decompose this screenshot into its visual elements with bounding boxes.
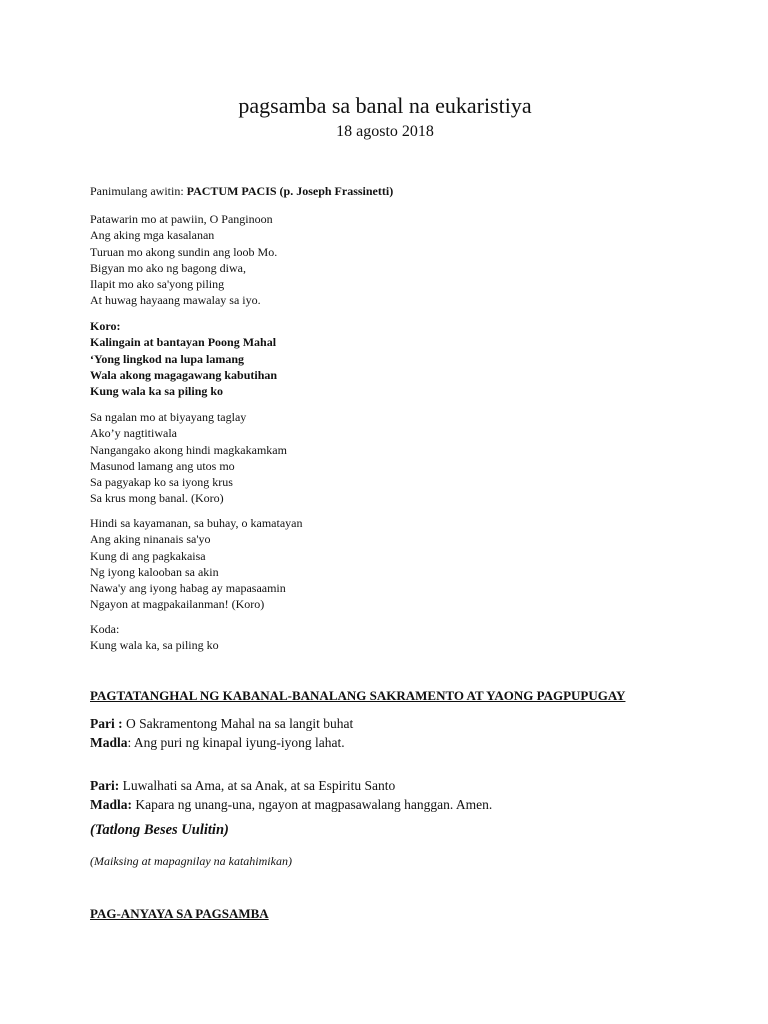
- pari-text: O Sakramentong Mahal na sa langit buhat: [126, 716, 354, 731]
- verse-line: Hindi sa kayamanan, sa buhay, o kamatayan: [90, 516, 303, 530]
- song-verse-2: [90, 409, 690, 507]
- page-date: 18 agosto 2018: [336, 123, 434, 140]
- verse-line: Bigyan mo ako ng bagong diwa,: [90, 260, 246, 275]
- verse-line: Patawarin mo at pawiin, O Panginoon: [90, 212, 273, 226]
- chorus-line: Kung wala ka sa piling ko: [90, 384, 224, 399]
- verse-line: Ilapit mo ako sa'yong piling: [90, 277, 225, 292]
- exchange-2: [90, 776, 690, 814]
- exchange-1: [90, 714, 690, 752]
- song-intro-line: [90, 183, 690, 199]
- chorus-label: Koro:: [90, 319, 121, 333]
- song-chorus: [90, 318, 690, 399]
- verse-line: Nangangako akong hindi magkakamkam: [90, 442, 287, 457]
- madla-line: [90, 733, 690, 752]
- repeat-note: (Tatlong Beses Uulitin): [90, 822, 229, 838]
- verse-line: Masunod lamang ang utos mo: [90, 458, 235, 473]
- verse-line: Ng iyong kalooban sa akin: [90, 564, 219, 579]
- verse-line: Ngayon at magpakailanman! (Koro): [90, 597, 265, 612]
- madla-line: [90, 795, 690, 814]
- verse-line: Turuan mo akong sundin ang loob Mo.: [90, 244, 278, 259]
- pari-label: Pari:: [90, 778, 123, 793]
- song-coda: [90, 621, 690, 654]
- page-title: pagsamba sa banal na eukaristiya: [238, 93, 532, 118]
- madla-label: Madla: [90, 735, 128, 750]
- verse-line: Ako’y nagtitiwala: [90, 426, 177, 441]
- verse-line: Nawa'y ang iyong habag ay mapasaamin: [90, 581, 286, 596]
- song-title: PACTUM PACIS (p. Joseph Frassinetti): [186, 184, 394, 198]
- madla-text: : Ang puri ng kinapal iyung-iyong lahat.: [127, 735, 345, 750]
- verse-line: Ang aking ninanais sa'yo: [90, 532, 211, 547]
- song-verse-1: [90, 211, 690, 309]
- pari-line: [90, 776, 690, 795]
- chorus-line: ‘Yong lingkod na lupa lamang: [90, 351, 245, 366]
- coda-line: Kung wala ka, sa piling ko: [90, 638, 219, 653]
- song-intro-label: Panimulang awitin:: [90, 184, 187, 198]
- section-heading-invitation: PAG-ANYAYA SA PAGSAMBA: [90, 906, 269, 921]
- verse-line: Ang aking mga kasalanan: [90, 228, 215, 243]
- chorus-line: Wala akong magagawang kabutihan: [90, 367, 278, 382]
- section-heading-exposition: PAGTATANGHAL NG KABANAL-BANALANG SAKRAMENTO AT YAONG PAGPUPUGAY: [90, 688, 626, 703]
- verse-line: Kung di ang pagkakaisa: [90, 548, 206, 563]
- pari-text: Luwalhati sa Ama, at sa Anak, at sa Espiritu Santo: [122, 778, 396, 793]
- madla-text: Kapara ng unang-una, ngayon at magpasawalang hanggan. Amen.: [135, 797, 493, 812]
- coda-label: Koda:: [90, 622, 120, 636]
- chorus-line: Kalingain at bantayan Poong Mahal: [90, 335, 277, 350]
- verse-line: Sa pagyakap ko sa iyong krus: [90, 475, 233, 490]
- verse-line: At huwag hayaang mawalay sa iyo.: [90, 293, 261, 308]
- song-verse-3: [90, 515, 690, 613]
- verse-line: Sa ngalan mo at biyayang taglay: [90, 410, 247, 424]
- verse-line: Sa krus mong banal. (Koro): [90, 491, 224, 506]
- madla-label: Madla:: [90, 797, 136, 812]
- silence-note: (Maiksing at mapagnilay na katahimikan): [90, 854, 292, 868]
- pari-line: [90, 714, 690, 733]
- pari-label: Pari :: [90, 716, 126, 731]
